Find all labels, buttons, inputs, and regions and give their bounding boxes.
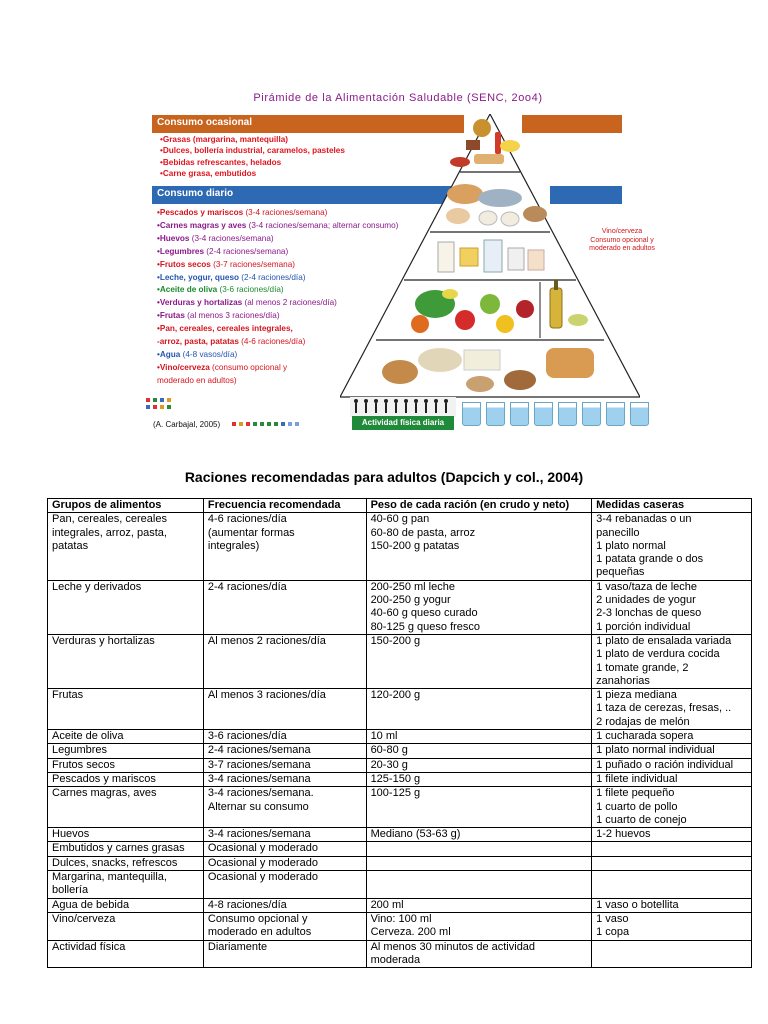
table-cell <box>203 513 366 580</box>
water-glasses-icon <box>462 402 649 426</box>
cell-line: Embutidos y carnes grasas <box>52 842 185 855</box>
table-row <box>48 758 752 772</box>
cell-line: 1 vaso <box>596 912 629 925</box>
table-cell <box>592 634 752 688</box>
decorative-dots-icon <box>146 398 171 409</box>
daily-item-name: •Agua <box>157 349 181 359</box>
water-glass-icon <box>462 402 481 426</box>
table-cell <box>592 871 752 899</box>
occasional-item: •Grasas (margarina, mantequilla) <box>160 135 288 144</box>
daily-item-detail: (al menos 2 raciones/día) <box>242 298 337 308</box>
table-cell <box>592 898 752 912</box>
daily-item-name: •Aceite de oliva <box>157 285 218 295</box>
table-row <box>48 744 752 758</box>
column-header: Grupos de alimentos <box>48 499 204 513</box>
table-cell <box>48 580 204 634</box>
occasional-items-list <box>160 134 345 180</box>
cell-line: 200 ml <box>370 898 404 911</box>
table-cell <box>592 787 752 828</box>
cell-line: 1 vaso o botellita <box>596 898 679 911</box>
daily-item-detail: (4-6 raciones/día) <box>238 337 306 347</box>
water-glass-icon <box>606 402 625 426</box>
table-cell <box>592 689 752 730</box>
cell-line: 60-80 g <box>370 744 408 757</box>
food-pyramid-illustration <box>340 114 640 404</box>
cell-line: 4-8 raciones/día <box>207 898 287 911</box>
daily-item-name: -arroz, pasta, patatas <box>157 337 239 347</box>
table-cell <box>48 634 204 688</box>
cell-line: Consumo opcional y <box>207 912 308 925</box>
table-cell <box>366 744 592 758</box>
cell-line: 1-2 huevos <box>596 828 651 841</box>
cell-line: 2-3 lonchas de queso <box>596 607 702 620</box>
cell-line: 2 unidades de yogur <box>596 594 696 607</box>
table-cell <box>203 912 366 940</box>
daily-item-name: •Verduras y hortalizas <box>157 298 243 308</box>
table-cell <box>203 634 366 688</box>
cell-line: 150-200 g <box>370 634 421 647</box>
cell-line: Frutos secos <box>52 758 115 771</box>
daily-activity-label: Actividad física diaria <box>352 416 454 430</box>
cell-line: 1 taza de cerezas, fresas, .. <box>596 702 732 715</box>
table-cell <box>592 940 752 968</box>
cell-line: panecillo <box>596 526 640 539</box>
daily-item-detail: (2-4 raciones/semana) <box>204 246 289 256</box>
cell-line: bollería <box>52 884 89 897</box>
cell-line: 1 cuarto de conejo <box>596 813 687 826</box>
daily-item-name: •Huevos <box>157 233 190 243</box>
water-glass-icon <box>534 402 553 426</box>
table-cell <box>203 787 366 828</box>
daily-item-name: •Vino/cerveza <box>157 362 210 372</box>
cell-line: 3-4 rebanadas o un <box>596 513 692 526</box>
daily-item-detail: (3-4 raciones/semana; alternar consumo) <box>246 220 399 230</box>
cell-line: Legumbres <box>52 744 108 757</box>
table-cell <box>203 772 366 786</box>
occasional-item: •Carne grasa, embutidos <box>160 169 257 179</box>
table-cell <box>48 758 204 772</box>
table-cell <box>203 898 366 912</box>
daily-item-detail: (al menos 3 raciones/día) <box>184 311 280 321</box>
cell-line: 120-200 g <box>370 689 421 702</box>
table-cell <box>48 856 204 870</box>
cell-line: 2-4 raciones/día <box>207 580 287 593</box>
table-cell <box>366 580 592 634</box>
table-row <box>48 730 752 744</box>
cell-line: 1 copa <box>596 926 630 939</box>
cell-line: Verduras y hortalizas <box>52 634 155 647</box>
cell-line: 2-4 raciones/semana <box>207 744 311 757</box>
cell-line: 1 plato de verdura cocida <box>596 648 720 661</box>
table-cell <box>48 912 204 940</box>
cell-line: Vino/cerveza <box>52 912 116 925</box>
cell-line: integrales) <box>207 539 260 552</box>
cell-line: Al menos 30 minutos de actividad <box>370 940 536 953</box>
table-cell <box>592 513 752 580</box>
table-cell <box>366 856 592 870</box>
table-cell <box>366 940 592 968</box>
table-cell <box>366 898 592 912</box>
cell-line: 1 plato normal <box>596 539 666 552</box>
pyramid-title: Pirámide de la Alimentación Saludable (SENC, 2oo4) <box>253 92 543 104</box>
cell-line: 1 filete individual <box>596 772 678 785</box>
occasional-item: •Bebidas refrescantes, helados <box>160 157 282 167</box>
cell-line: 3-4 raciones/semana <box>207 828 311 841</box>
table-row <box>48 842 752 856</box>
cell-line: Vino: 100 ml <box>370 912 432 925</box>
water-glass-icon <box>510 402 529 426</box>
wine-note-line: Consumo opcional y <box>590 236 654 244</box>
table-row <box>48 828 752 842</box>
cell-line: integrales, arroz, pasta, <box>52 526 167 539</box>
table-row <box>48 940 752 968</box>
cell-line: Ocasional y moderado <box>207 871 318 884</box>
table-cell <box>203 856 366 870</box>
table-row <box>48 898 752 912</box>
rations-table <box>47 498 752 968</box>
table-row <box>48 871 752 899</box>
table-cell <box>592 912 752 940</box>
cell-line: 150-200 g patatas <box>370 539 460 552</box>
cell-line: 20-30 g <box>370 758 408 771</box>
table-cell <box>48 689 204 730</box>
cell-line: 40-60 g pan <box>370 513 430 526</box>
cell-line: Leche y derivados <box>52 580 142 593</box>
cell-line: patatas <box>52 539 89 552</box>
cell-line: 1 porción individual <box>596 620 691 633</box>
water-glass-icon <box>582 402 601 426</box>
cell-line <box>596 871 747 884</box>
cell-line: 1 pieza mediana <box>596 689 677 702</box>
daily-item-name: •Frutos secos <box>157 259 211 269</box>
daily-item-name: •Pescados y mariscos <box>157 208 244 217</box>
cell-line: moderada <box>370 953 421 966</box>
cell-line: Agua de bebida <box>52 898 130 911</box>
cell-line: 3-6 raciones/día <box>207 730 287 743</box>
occasional-item: •Dulces, bollería industrial, caramelos, pasteles <box>160 146 345 156</box>
cell-line: Huevos <box>52 828 90 841</box>
table-cell <box>203 689 366 730</box>
cell-line: Carnes magras, aves <box>52 787 157 800</box>
table-cell <box>48 744 204 758</box>
table-cell <box>366 730 592 744</box>
cell-line: 1 cucharada sopera <box>596 730 694 743</box>
cell-line: 100-125 g <box>370 787 421 800</box>
cell-line <box>371 871 588 884</box>
column-header: Medidas caseras <box>592 499 752 513</box>
column-header: Frecuencia recomendada <box>203 499 366 513</box>
daily-item-name: •Frutas <box>157 311 185 321</box>
table-cell <box>366 772 592 786</box>
cell-line: 3-4 raciones/semana. <box>207 787 314 800</box>
table-cell <box>203 828 366 842</box>
table-cell <box>203 758 366 772</box>
occasional-consumption-header: Consumo ocasional <box>152 115 464 133</box>
cell-line: 1 patata grande o dos <box>596 553 704 566</box>
cell-line: Ocasional y moderado <box>207 842 318 855</box>
table-cell <box>48 842 204 856</box>
table-cell <box>203 744 366 758</box>
cell-line: 4-6 raciones/día <box>207 513 287 526</box>
cell-line: 1 cuarto de pollo <box>596 800 678 813</box>
table-cell <box>366 689 592 730</box>
cell-line: 200-250 g yogur <box>370 594 451 607</box>
daily-consumption-header: Consumo diario <box>152 186 468 204</box>
table-cell <box>203 842 366 856</box>
table-row <box>48 856 752 870</box>
cell-line: 1 vaso/taza de leche <box>596 580 698 593</box>
table-header-row <box>48 499 752 513</box>
table-cell <box>366 787 592 828</box>
table-row <box>48 513 752 580</box>
cell-line: zanahorias <box>596 674 650 687</box>
daily-item-detail: (3-4 raciones/semana) <box>189 233 274 243</box>
table-row <box>48 912 752 940</box>
table-cell <box>366 871 592 899</box>
cell-line: 2 rodajas de melón <box>596 715 690 728</box>
table-cell <box>366 828 592 842</box>
cell-line: 1 puñado o ración individual <box>596 758 734 771</box>
cell-line: Margarina, mantequilla, <box>52 871 167 884</box>
cell-line: Diariamente <box>207 940 268 953</box>
cell-line: 200-250 ml leche <box>370 580 455 593</box>
cell-line: moderado en adultos <box>207 926 312 939</box>
cell-line: Pan, cereales, cereales <box>52 513 167 526</box>
cell-line: 3-4 raciones/semana <box>207 772 311 785</box>
table-row <box>48 689 752 730</box>
table-title: Raciones recomendadas para adultos (Dapcich y col., 2004) <box>184 469 584 485</box>
credit-dots-icon <box>232 422 299 426</box>
credit-text: (A. Carbajal, 2005) <box>153 420 221 429</box>
cell-line: Al menos 3 raciones/día <box>207 689 326 702</box>
daily-item-detail: (3-6 raciones/día) <box>217 285 284 295</box>
cell-line: Al menos 2 raciones/día <box>207 634 326 647</box>
water-glass-icon <box>558 402 577 426</box>
table-cell <box>592 744 752 758</box>
cell-line: pequeñas <box>596 566 645 579</box>
cell-line: 1 plato de ensalada variada <box>596 634 732 647</box>
cell-line: 80-125 g queso fresco <box>370 620 481 633</box>
cell-line: 1 plato normal individual <box>596 744 715 757</box>
table-cell <box>592 772 752 786</box>
daily-item-detail: (4-8 vasos/día) <box>180 349 238 359</box>
table-cell <box>366 758 592 772</box>
wine-note-line: moderado en adultos <box>589 245 655 252</box>
cell-line: Dulces, snacks, refrescos <box>52 856 178 869</box>
cell-line: 1 filete pequeño <box>596 787 675 800</box>
cell-line <box>596 857 747 870</box>
cell-line: 3-7 raciones/semana <box>207 758 311 771</box>
table-cell <box>592 758 752 772</box>
table-cell <box>203 871 366 899</box>
daily-item-detail: (3-4 raciones/semana) <box>243 208 328 217</box>
cell-line: Ocasional y moderado <box>207 856 318 869</box>
table-cell <box>592 842 752 856</box>
daily-item-name: •Leche, yogur, queso <box>157 272 240 282</box>
table-cell <box>48 513 204 580</box>
water-glass-icon <box>630 402 649 426</box>
table-cell <box>48 898 204 912</box>
wine-beer-note <box>576 228 668 254</box>
table-cell <box>48 787 204 828</box>
table-cell <box>592 580 752 634</box>
table-cell <box>592 828 752 842</box>
cell-line: 10 ml <box>370 730 398 743</box>
cell-line: 60-80 de pasta, arroz <box>370 526 476 539</box>
daily-item-name: •Legumbres <box>157 246 204 256</box>
cell-line: Aceite de oliva <box>52 730 124 743</box>
table-cell <box>592 730 752 744</box>
cell-line: 125-150 g <box>370 772 421 785</box>
daily-item-detail: (2-4 raciones/día) <box>239 272 306 282</box>
table-cell <box>48 730 204 744</box>
table-row <box>48 580 752 634</box>
table-cell <box>48 871 204 899</box>
table-cell <box>592 856 752 870</box>
cell-line: Actividad física <box>52 940 126 953</box>
water-glass-icon <box>486 402 505 426</box>
daily-item-detail: (3-7 raciones/semana) <box>210 259 296 269</box>
cell-line: Cerveza. 200 ml <box>370 926 451 939</box>
table-cell <box>48 940 204 968</box>
table-cell <box>203 580 366 634</box>
table-cell <box>366 513 592 580</box>
daily-item-detail: (consumo opcional y <box>209 362 288 372</box>
cell-line <box>371 857 588 870</box>
table-cell <box>366 912 592 940</box>
cell-line <box>596 842 747 855</box>
cell-line: 1 tomate grande, 2 <box>596 661 689 674</box>
table-cell <box>203 730 366 744</box>
table-cell <box>48 828 204 842</box>
cell-line: 40-60 g queso curado <box>370 607 478 620</box>
cell-line <box>596 941 747 954</box>
daily-item-detail: moderado en adultos) <box>157 375 237 385</box>
physical-activity-figures-icon <box>350 397 456 417</box>
cell-line <box>371 842 588 855</box>
column-header: Peso de cada ración (en crudo y neto) <box>366 499 592 513</box>
wine-note-line: Vino/cerveza <box>601 228 643 235</box>
table-cell <box>48 772 204 786</box>
cell-line: Mediano (53-63 g) <box>370 828 461 841</box>
table-cell <box>203 940 366 968</box>
table-row <box>48 787 752 828</box>
daily-item-name: •Pan, cereales, cereales integrales, <box>157 324 293 334</box>
cell-line: (aumentar formas <box>207 526 295 539</box>
daily-item-name: •Carnes magras y aves <box>157 220 247 230</box>
cell-line: Pescados y mariscos <box>52 772 156 785</box>
cell-line: Alternar su consumo <box>207 800 309 813</box>
cell-line: Frutas <box>52 689 84 702</box>
table-cell <box>366 634 592 688</box>
table-row <box>48 772 752 786</box>
table-cell <box>366 842 592 856</box>
table-row <box>48 634 752 688</box>
